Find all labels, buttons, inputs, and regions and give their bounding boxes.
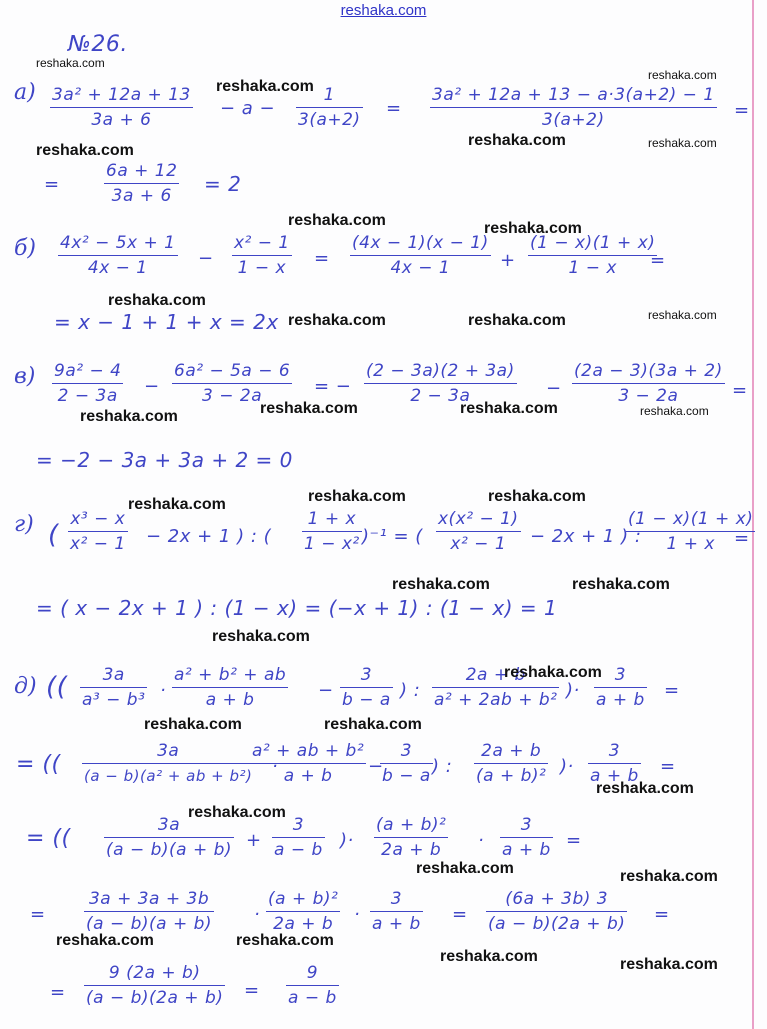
- fraction-bar: [474, 763, 548, 764]
- watermark: reshaka.com: [212, 628, 310, 645]
- part-d-r1-f5-denominator: a + b: [596, 690, 645, 710]
- fraction-bar: [250, 763, 366, 764]
- part-d-r3-f4-denominator: a + b: [502, 840, 551, 860]
- part-d-r5-f2-numerator: 9: [306, 963, 319, 983]
- part-d-r4-f1-numerator: 3a + 3a + 3b: [88, 889, 210, 909]
- part-b-tail-equals: =: [650, 250, 666, 271]
- part-d-r2-tail: =: [660, 756, 676, 777]
- fraction-bar: [374, 837, 448, 838]
- part-a-f1-denominator: 3a + 6: [91, 110, 152, 130]
- watermark: reshaka.com: [468, 312, 566, 329]
- fraction-bar: [430, 107, 717, 108]
- part-b-f1-numerator: 4x² − 5x + 1: [60, 233, 176, 253]
- part-d-r4-f3-numerator: 3: [390, 889, 403, 909]
- watermark: reshaka.com: [288, 312, 386, 329]
- fraction-bar: [436, 531, 521, 532]
- part-d-r4-f1-denominator: (a − b)(a + b): [86, 914, 213, 934]
- watermark: reshaka.com: [236, 932, 334, 949]
- watermark: reshaka.com: [440, 948, 538, 965]
- part-a-f4-numerator: 6a + 12: [106, 161, 178, 181]
- part-d-r1-open: ((: [46, 672, 68, 702]
- part-b-f2-numerator: x² − 1: [234, 233, 290, 253]
- fraction-bar: [58, 255, 178, 256]
- part-a-middle: − a −: [220, 98, 276, 119]
- part-g-f1-numerator: x³ − x: [70, 509, 126, 529]
- part-d-r5-f2-denominator: a − b: [288, 988, 337, 1008]
- watermark: reshaka.com: [56, 932, 154, 949]
- part-d-r2-f1-numerator: 3a: [157, 741, 180, 761]
- part-a-f4-denominator: 3a + 6: [111, 186, 172, 206]
- watermark: reshaka.com: [572, 576, 670, 593]
- fraction-bar: [82, 763, 254, 764]
- part-v-line2: = −2 − 3a + 3a + 2 = 0: [36, 448, 293, 472]
- part-g-tail-equals: =: [734, 528, 750, 549]
- part-v-minus: −: [144, 376, 160, 397]
- part-g-power: )⁻¹ = (: [362, 526, 423, 547]
- watermark: reshaka.com: [416, 860, 514, 877]
- fraction-bar: [104, 837, 234, 838]
- part-d-r2-fraction-2: [250, 740, 366, 787]
- part-d-r5-fraction-1: [84, 962, 225, 1009]
- part-d-r2-f1-denominator: (a − b)(a² + ab + b²): [84, 767, 253, 785]
- part-d-r5-f1-denominator: (a − b)(2a + b): [86, 988, 224, 1008]
- part-a-equals: =: [386, 98, 402, 119]
- part-g-f3-numerator: x(x² − 1): [438, 509, 519, 529]
- part-b-fraction-3: [350, 232, 491, 279]
- part-d-label: д): [14, 674, 37, 699]
- part-d-r1-fraction-2: [172, 664, 288, 711]
- watermark: reshaka.com: [188, 804, 286, 821]
- part-a-f1-numerator: 3a² + 12a + 13: [52, 85, 191, 105]
- part-v-f4-numerator: (2a − 3)(3a + 2): [574, 361, 723, 381]
- part-d-r3-fraction-4: [500, 814, 553, 861]
- fraction-bar: [172, 687, 288, 688]
- part-a-result: = 2: [204, 172, 242, 196]
- watermark: reshaka.com: [36, 56, 105, 70]
- fraction-bar: [80, 687, 147, 688]
- part-v-f3-denominator: 2 − 3a: [410, 386, 471, 406]
- part-d-r5-equals-2: =: [244, 980, 260, 1001]
- part-d-r1-fraction-3: [340, 664, 393, 711]
- part-d-r3-f3-denominator: 2a + b: [381, 840, 442, 860]
- part-d-r1-f3-denominator: b − a: [342, 690, 391, 710]
- fraction-bar: [84, 985, 225, 986]
- part-g-label: г): [14, 512, 34, 537]
- watermark: reshaka.com: [648, 68, 717, 82]
- part-d-r2-fraction-3: [380, 740, 433, 787]
- part-v-fraction-4: [572, 360, 725, 407]
- part-b-f1-denominator: 4x − 1: [87, 258, 148, 278]
- fraction-bar: [572, 383, 725, 384]
- part-g-middle-2: − 2x + 1 ) :: [530, 526, 642, 547]
- part-d-r3-f1-numerator: 3a: [157, 815, 181, 835]
- problem-number: №26.: [68, 32, 128, 57]
- fraction-bar: [350, 255, 491, 256]
- part-d-r4-f4-numerator: (6a + 3b) 3: [505, 889, 609, 909]
- part-d-r4-equals-2: =: [452, 904, 468, 925]
- part-v-label: в): [14, 364, 36, 389]
- part-d-r5-f1-numerator: 9 (2a + b): [108, 963, 201, 983]
- watermark: reshaka.com: [596, 780, 694, 797]
- part-d-r1-f3-numerator: 3: [360, 665, 373, 685]
- fraction-bar: [594, 687, 647, 688]
- part-d-r1-dot: ·: [160, 680, 167, 701]
- watermark: reshaka.com: [488, 488, 586, 505]
- part-d-r3-dot: ·: [478, 830, 485, 851]
- part-d-r4-dot: ·: [254, 904, 261, 925]
- part-d-r3-close: )·: [340, 830, 354, 851]
- part-d-r4-fraction-2: [266, 888, 340, 935]
- part-d-r2-close: ) :: [432, 756, 453, 777]
- part-v-equals: = −: [314, 376, 352, 397]
- part-d-r4-fraction-1: [84, 888, 214, 935]
- watermark: reshaka.com: [144, 716, 242, 733]
- part-a-line2-equals: =: [44, 174, 60, 195]
- part-v-minus-2: −: [546, 378, 562, 399]
- part-d-r3-f4-numerator: 3: [520, 815, 533, 835]
- part-b-f3-numerator: (4x − 1)(x − 1): [352, 233, 489, 253]
- part-g-f2-denominator: 1 − x²: [304, 534, 360, 554]
- part-d-r2-f5-numerator: 3: [608, 741, 621, 761]
- part-g-line2: = ( x − 2x + 1 ) : (1 − x) = (−x + 1) : (1 − x) = 1: [36, 596, 558, 620]
- watermark: reshaka.com: [648, 136, 717, 150]
- watermark: reshaka.com: [504, 664, 602, 681]
- part-d-r1-f5-numerator: 3: [614, 665, 627, 685]
- part-d-r5-fraction-2: [286, 962, 339, 1009]
- part-g-middle-1: − 2x + 1 ) : (: [146, 526, 272, 547]
- part-d-r4-dot-2: ·: [354, 904, 361, 925]
- watermark: reshaka.com: [392, 576, 490, 593]
- fraction-bar: [340, 687, 393, 688]
- part-v-f4-denominator: 3 − 2a: [618, 386, 679, 406]
- part-a-f2-numerator: 1: [323, 85, 335, 105]
- part-g-f2-numerator: 1 + x: [307, 509, 357, 529]
- part-b-fraction-1: [58, 232, 178, 279]
- part-d-r2-f2-denominator: a + b: [283, 766, 333, 786]
- fraction-bar: [266, 911, 340, 912]
- part-d-r4-fraction-3: [370, 888, 423, 935]
- fraction-bar: [588, 763, 641, 764]
- part-g-fraction-3: [436, 508, 521, 555]
- fraction-bar: [104, 183, 179, 184]
- part-b-label: б): [14, 236, 37, 261]
- fraction-bar: [296, 107, 363, 108]
- fraction-bar: [52, 383, 123, 384]
- part-g-fraction-2: [302, 508, 362, 555]
- fraction-bar: [272, 837, 325, 838]
- header-site-link[interactable]: reshaka.com: [340, 2, 427, 19]
- part-g-f4-denominator: 1 + x: [666, 534, 715, 554]
- part-a-f3-denominator: 3(a+2): [542, 110, 605, 130]
- part-d-r2-fraction-4: [474, 740, 548, 787]
- part-d-r2-f4-denominator: (a + b)²: [476, 766, 547, 786]
- part-d-r2-f3-numerator: 3: [400, 741, 413, 761]
- part-d-r4-f4-denominator: (a − b)(2a + b): [488, 914, 626, 934]
- fraction-bar: [370, 911, 423, 912]
- part-b-minus: −: [198, 248, 214, 269]
- part-d-r1-f4-numerator: 2a + b: [465, 665, 526, 685]
- watermark: reshaka.com: [108, 292, 206, 309]
- fraction-bar: [50, 107, 193, 108]
- part-d-r1-f2-numerator: a² + b² + ab: [174, 665, 287, 685]
- part-d-r3-plus: +: [246, 830, 262, 851]
- watermark: reshaka.com: [80, 408, 178, 425]
- part-d-r1-f1-numerator: 3a: [102, 665, 125, 685]
- part-d-r2-dot-2: )·: [560, 756, 574, 777]
- part-a-fraction-4: [104, 160, 179, 207]
- watermark: reshaka.com: [216, 78, 314, 95]
- part-v-f1-denominator: 2 − 3a: [57, 386, 118, 406]
- part-v-fraction-1: [52, 360, 123, 407]
- watermark: reshaka.com: [648, 308, 717, 322]
- fraction-bar: [68, 531, 128, 532]
- part-d-r3-f2-denominator: a − b: [274, 840, 323, 860]
- part-d-r1-tail: =: [664, 680, 680, 701]
- watermark: reshaka.com: [324, 716, 422, 733]
- part-a-tail-equals: =: [734, 100, 750, 121]
- part-v-tail-equals: =: [732, 380, 748, 401]
- part-d-r4-f2-denominator: 2a + b: [273, 914, 334, 934]
- fraction-bar: [528, 255, 657, 256]
- watermark: reshaka.com: [468, 132, 566, 149]
- watermark: reshaka.com: [640, 404, 709, 418]
- watermark: reshaka.com: [484, 220, 582, 237]
- part-d-r3-open: = ((: [26, 826, 71, 851]
- part-d-r4-equals: =: [30, 904, 46, 925]
- part-d-r2-f3-denominator: b − a: [382, 766, 431, 786]
- part-d-r3-f1-denominator: (a − b)(a + b): [106, 840, 233, 860]
- watermark: reshaka.com: [260, 400, 358, 417]
- part-d-r4-f2-numerator: (a + b)²: [268, 889, 339, 909]
- part-g-fraction-1: [68, 508, 128, 555]
- fraction-bar: [232, 255, 292, 256]
- part-d-r2-f4-numerator: 2a + b: [481, 741, 542, 761]
- part-d-r2-fraction-1: [82, 740, 254, 787]
- part-a-f3-numerator: 3a² + 12a + 13 − a·3(a+2) − 1: [432, 85, 715, 105]
- watermark: reshaka.com: [128, 496, 226, 513]
- watermark: reshaka.com: [620, 868, 718, 885]
- part-d-r1-f1-denominator: a³ − b³: [82, 690, 146, 710]
- part-v-f1-numerator: 9a² − 4: [54, 361, 122, 381]
- part-v-f3-numerator: (2 − 3a)(2 + 3a): [366, 361, 515, 381]
- part-d-r2-f2-numerator: a² + ab + b²: [252, 741, 365, 761]
- fraction-bar: [302, 531, 362, 532]
- watermark: reshaka.com: [460, 400, 558, 417]
- part-d-r5-equals: =: [50, 982, 66, 1003]
- watermark: reshaka.com: [36, 142, 134, 159]
- part-b-f4-numerator: (1 − x)(1 + x): [530, 233, 656, 253]
- part-b-plus: +: [500, 250, 516, 271]
- part-d-r1-dot-2: )·: [566, 680, 580, 701]
- part-g-f1-denominator: x² − 1: [70, 534, 126, 554]
- part-d-r2-f5-denominator: a + b: [590, 766, 639, 786]
- part-d-r2-minus: −: [368, 756, 384, 777]
- fraction-bar: [286, 985, 339, 986]
- fraction-bar: [364, 383, 517, 384]
- part-d-r2-open: = ((: [16, 752, 61, 777]
- part-g-open-paren: (: [48, 520, 59, 550]
- part-d-r2-dot: ·: [272, 756, 279, 777]
- part-d-r3-f3-numerator: (a + b)²: [376, 815, 447, 835]
- watermark: reshaka.com: [288, 212, 386, 229]
- part-d-r4-f3-denominator: a + b: [372, 914, 421, 934]
- fraction-bar: [380, 763, 433, 764]
- part-a-fraction-1: [50, 84, 193, 131]
- part-d-r1-fraction-5: [594, 664, 647, 711]
- part-d-r1-minus: −: [318, 680, 334, 701]
- part-b-f4-denominator: 1 − x: [568, 258, 617, 278]
- part-b-fraction-4: [528, 232, 657, 279]
- part-d-r3-f2-numerator: 3: [292, 815, 305, 835]
- fraction-bar: [432, 687, 559, 688]
- part-d-r1-f4-denominator: a² + 2ab + b²: [434, 690, 558, 710]
- fraction-bar: [486, 911, 627, 912]
- fraction-bar: [172, 383, 292, 384]
- part-g-f4-numerator: (1 − x)(1 + x): [628, 509, 754, 529]
- part-d-r4-fraction-4: [486, 888, 627, 935]
- fraction-bar: [500, 837, 553, 838]
- part-d-r1-f2-denominator: a + b: [205, 690, 255, 710]
- part-a-f2-denominator: 3(a+2): [298, 110, 361, 130]
- part-v-f2-denominator: 3 − 2a: [202, 386, 263, 406]
- part-a-fraction-3: [430, 84, 717, 131]
- part-a-label: а): [14, 80, 36, 105]
- part-d-r3-fraction-3: [374, 814, 448, 861]
- fraction-bar: [84, 911, 214, 912]
- watermark: reshaka.com: [308, 488, 406, 505]
- part-b-f2-denominator: 1 − x: [237, 258, 287, 278]
- part-d-r4-tail: =: [654, 904, 670, 925]
- part-b-f3-denominator: 4x − 1: [390, 258, 451, 278]
- part-b-fraction-2: [232, 232, 292, 279]
- part-b-equals: =: [314, 248, 330, 269]
- part-b-line2: = x − 1 + 1 + x = 2x: [54, 310, 279, 334]
- part-d-r1-close: ) :: [400, 680, 421, 701]
- part-d-r3-tail: =: [566, 830, 582, 851]
- watermark: reshaka.com: [620, 956, 718, 973]
- part-g-f3-denominator: x² − 1: [450, 534, 507, 554]
- part-d-r1-fraction-1: [80, 664, 147, 711]
- part-v-f2-numerator: 6a² − 5a − 6: [174, 361, 291, 381]
